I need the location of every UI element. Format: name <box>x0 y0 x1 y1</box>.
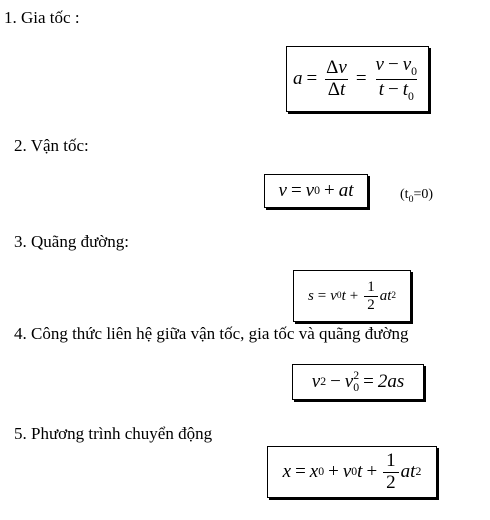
formula-acceleration <box>286 46 429 112</box>
heading-relation: 4. Công thức liên hệ giữa vận tốc, gia tốc và quãng đường <box>14 324 409 343</box>
equals-sign: = <box>355 68 367 89</box>
formula-distance: s = v 0 t + $\frac{1}{2}$ at 2 <box>293 270 411 322</box>
fraction-delta: $\frac{\Delta v}{\Delta t}$ <box>326 56 347 100</box>
fraction-half: $\frac{1}{2}$ <box>364 279 378 313</box>
heading-acceleration: 1. Gia tốc : <box>4 8 80 27</box>
formula-velocity: v = v 0 + at <box>264 174 368 208</box>
fraction-half: $\frac{1}{2}$ <box>383 451 399 494</box>
symbol-a: a <box>292 68 303 89</box>
heading-motion-equation: 5. Phương trình chuyển động <box>14 424 213 443</box>
formula-motion-equation: x = x 0 + v 0 t + $\frac{1}{2}$ at 2 <box>267 446 437 498</box>
formula-relation: v 2 − v 2 0 = 2as <box>292 364 424 400</box>
heading-distance: 3. Quãng đường: <box>14 232 129 251</box>
initial-time-note: $(t_0=0)$ <box>400 187 434 205</box>
heading-velocity: 2. Vận tốc: <box>14 136 89 155</box>
fraction-difference: $\frac{v - v_0}{t - t_0}$ <box>375 53 418 103</box>
equals-sign: = <box>306 68 318 89</box>
